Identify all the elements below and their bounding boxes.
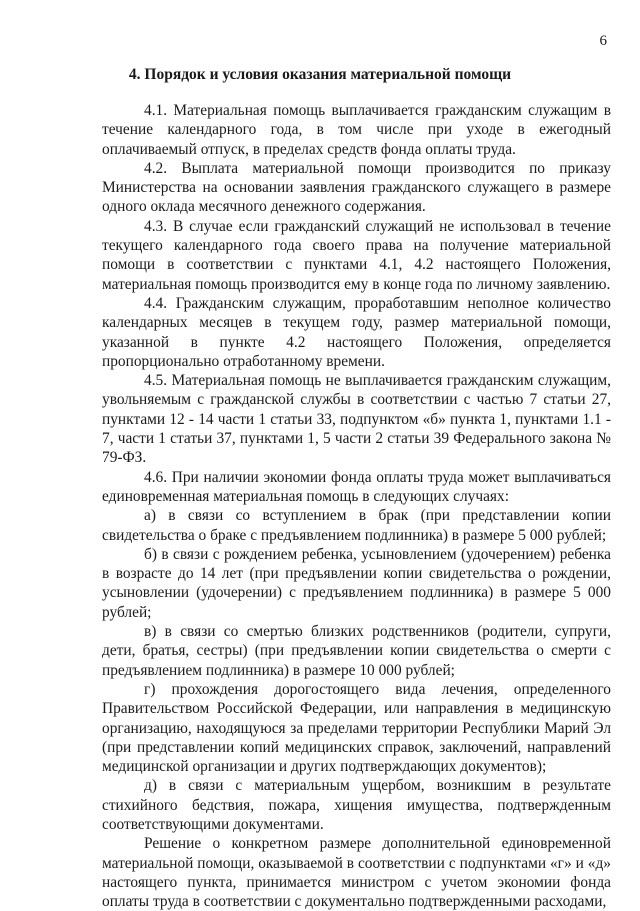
list-item-d: д) в связи с материальным ущербом, возникшим в результате стихийного бедствия, пожара, хищения имущества, подтвержденным соответствующими документами. — [102, 777, 611, 833]
paragraph-4-1: 4.1. Материальная помощь выплачивается гражданским служащим в течение календарного года, в том числе при уходе в ежегодный оплачиваемый отпуск, в пределах средств фонда оплаты труда. — [102, 102, 611, 158]
list-item-g: г) прохождения дорогостоящего вида лечения, определенного Правительством Российской Федерации, или направления в медицинскую организацию, находящуюся за пределами территории Республики Марий Эл (при представлении копий медицинских справок, заключений, направлений медицинской организации и других подтверждающих документов); — [102, 680, 611, 776]
list-item-v: в) в связи со смертью близких родственников (родители, супруги, дети, братья, сестры) (при предъявлении копии свидетельства о смерти с предъявлением подлинника) в размере 10 000 рублей; — [102, 623, 611, 679]
paragraph-4-3: 4.3. В случае если гражданский служащий не использовал в течение текущего календарного года своего права на получение материальной помощи в соответствии с пунктами 4.1, 4.2 настоящего Положения, материальная помощь производится ему в конце года по личному заявлению. — [102, 217, 611, 293]
paragraph-4-2: 4.2. Выплата материальной помощи производится по приказу Министерства на основании заявления гражданского служащего в размере одного оклада месячного денежного содержания. — [102, 159, 611, 216]
paragraph-4-4: 4.4. Гражданским служащим, проработавшим неполное количество календарных месяцев в текущем году, размер материальной помощи, указанной в пункте 4.2 настоящего Положения, определяется пропорционально отработанному времени. — [102, 294, 611, 370]
page-number: 6 — [599, 33, 607, 49]
list-item-a: а) в связи со вступлением в брак (при представлении копии свидетельства о браке с предъявлением подлинника) в размере 5 000 рублей; — [102, 507, 611, 544]
paragraph-4-5: 4.5. Материальная помощь не выплачивается гражданским служащим, увольняемым с гражданской службы в соответствии с частью 7 статьи 27, пунктами 12 - 14 части 1 статьи 33, подпунктом «б» пункта 1, пунктами 1.1 - 7, части 1 статьи 37, пунктами 1, 5 части 2 статьи 39 Федерального закона № 79-ФЗ. — [102, 372, 611, 467]
list-item-b: б) в связи с рождением ребенка, усыновлением (удочерением) ребенка в возрасте до 14 лет (при предъявлении копии свидетельства о рождении, усыновлении (удочерении) с предъявлением подлинника) в размере 5 000 рублей; — [102, 545, 611, 621]
paragraph-4-6: 4.6. При наличии экономии фонда оплаты труда может выплачиваться единовременная материальная помощь в следующих случаях: — [102, 468, 611, 505]
paragraph-decision: Решение о конкретном размере дополнительной единовременной материальной помощи, оказываемой в соответствии с подпунктами «г» и «д» настоящего пункта, принимается министром с учетом экономии фонда оплаты труда в соответствии с документально подтвержденными расходами, — [102, 835, 611, 911]
section-title: 4. Порядок и условия оказания материальной помощи — [128, 66, 512, 83]
document-body — [102, 101, 611, 911]
